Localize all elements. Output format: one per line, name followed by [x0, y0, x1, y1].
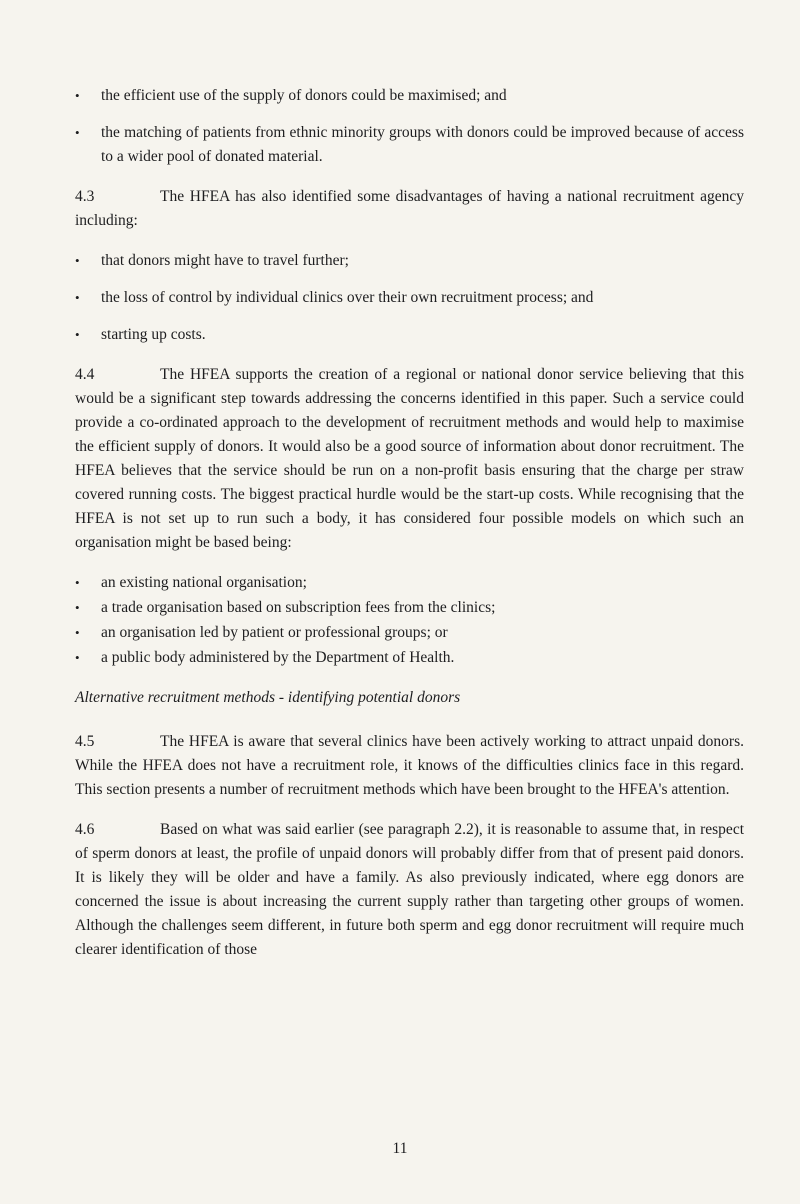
bullet-icon: • — [75, 575, 80, 590]
list-item — [75, 286, 744, 310]
bullet-list-disadvantages — [75, 249, 744, 347]
list-item — [75, 571, 744, 595]
paragraph-4-4 — [75, 363, 744, 555]
bullet-list-models — [75, 571, 744, 670]
paragraph-text: The HFEA supports the creation of a regional or national donor service believing that this would be a significant step towards addressing the concerns identified in this paper. Such a service could provide a co-ordinated approach to the development of recruitment methods and would help to maximise the efficient supply of donors. It would also be a good source of information about donor recruitment. The HFEA believes that the service should be run on a non-profit basis ensuring that the charge per straw covered running costs. The biggest practical hurdle would be the start-up costs. While recognising that the HFEA is not set up to run such a body, it has considered four possible models on which such an organisation might be based being: — [75, 366, 744, 551]
paragraph-number: 4.3 — [75, 188, 95, 205]
list-item — [75, 121, 744, 169]
paragraph-text: The HFEA is aware that several clinics have been actively working to attract unpaid donors. While the HFEA does not have a recruitment role, it knows of the difficulties clinics face in this regard. This section presents a number of recruitment methods which have been brought to the HFEA's attention. — [75, 733, 744, 798]
bullet-icon: • — [75, 625, 80, 640]
bullet-icon: • — [75, 327, 80, 342]
list-item — [75, 249, 744, 273]
bullet-icon: • — [75, 290, 80, 305]
bullet-text: the efficient use of the supply of donors could be maximised; and — [101, 87, 507, 104]
bullet-text: an existing national organisation; — [101, 574, 307, 591]
paragraph-text: The HFEA has also identified some disadvantages of having a national recruitment agency including: — [75, 188, 744, 229]
paragraph-number: 4.6 — [75, 821, 95, 838]
bullet-text: the loss of control by individual clinics over their own recruitment process; and — [101, 289, 594, 306]
paragraph-4-6 — [75, 818, 744, 962]
paragraph-text: Based on what was said earlier (see paragraph 2.2), it is reasonable to assume that, in respect of sperm donors at least, the profile of unpaid donors will probably differ from that of present paid donors. It is likely they will be older and have a family. As also previously indicated, where egg donors are concerned the issue is about increasing the current supply rather than targeting other groups of women. Although the challenges seem different, in future both sperm and egg donor recruitment will require much clearer identification of those — [75, 821, 744, 958]
list-item — [75, 596, 744, 620]
bullet-icon: • — [75, 125, 80, 140]
bullet-text: the matching of patients from ethnic minority groups with donors could be improved because of access to a wider pool of donated material. — [101, 124, 744, 165]
paragraph-4-3 — [75, 185, 744, 233]
list-item — [75, 323, 744, 347]
bullet-text: that donors might have to travel further; — [101, 252, 349, 269]
list-item — [75, 646, 744, 670]
paragraph-number: 4.5 — [75, 733, 95, 750]
list-item — [75, 621, 744, 645]
bullet-icon: • — [75, 253, 80, 268]
list-item — [75, 84, 744, 108]
bullet-text: a trade organisation based on subscription fees from the clinics; — [101, 599, 496, 616]
section-heading-italic: Alternative recruitment methods - identifying potential donors — [75, 689, 461, 706]
bullet-icon: • — [75, 88, 80, 103]
bullet-icon: • — [75, 650, 80, 665]
bullet-text: a public body administered by the Department of Health. — [101, 649, 455, 666]
paragraph-number: 4.4 — [75, 366, 95, 383]
page-number: 11 — [392, 1140, 408, 1157]
bullet-list-advantages — [75, 84, 744, 169]
bullet-text: an organisation led by patient or professional groups; or — [101, 624, 448, 641]
paragraph-4-5 — [75, 730, 744, 802]
bullet-icon: • — [75, 600, 80, 615]
bullet-text: starting up costs. — [101, 326, 206, 343]
